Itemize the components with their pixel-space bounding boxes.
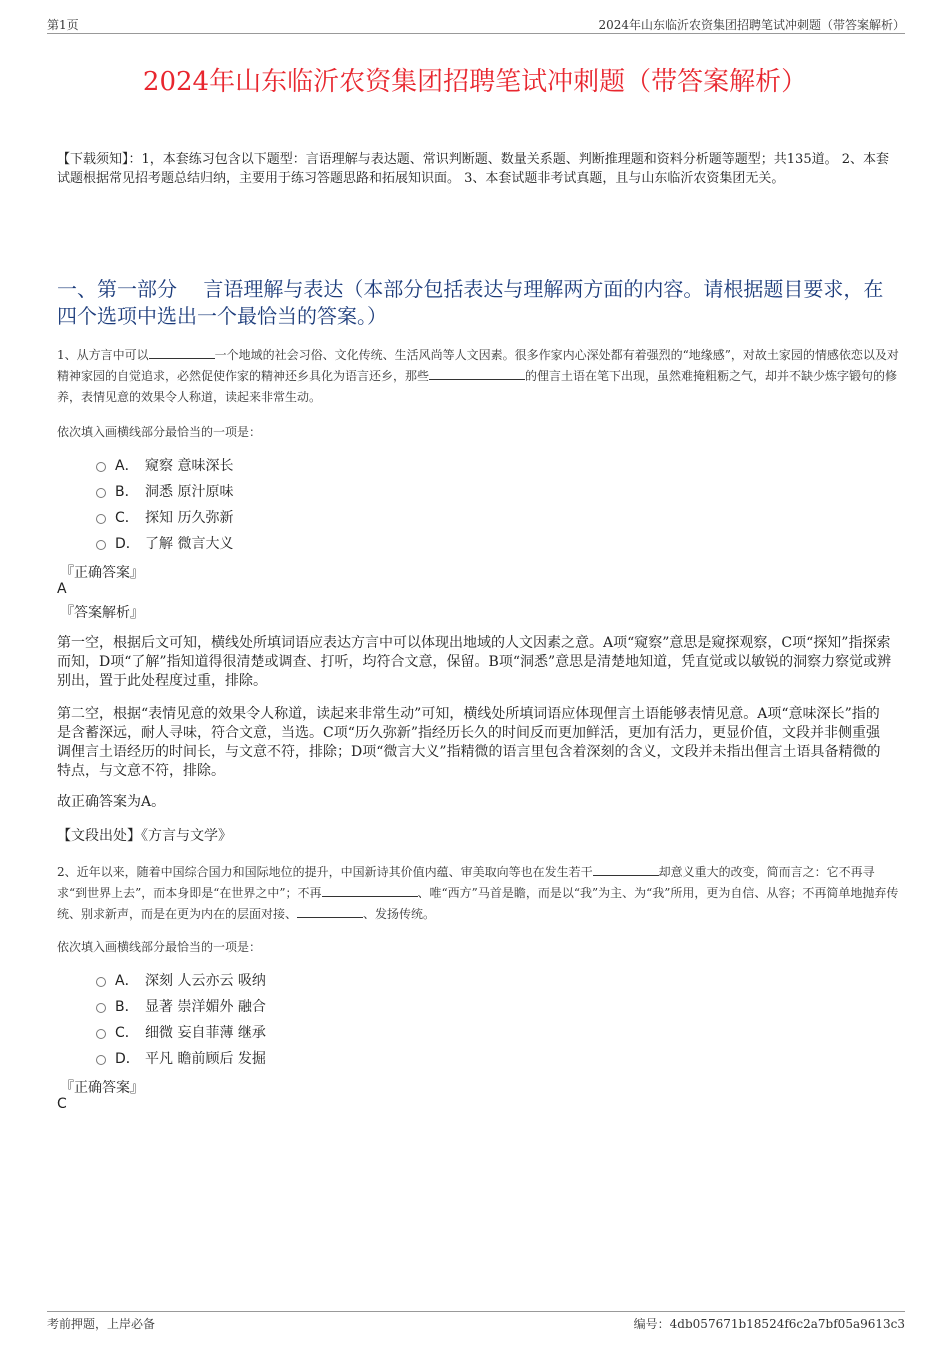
question-2-options: [96, 967, 266, 1071]
question-1-analysis-label: 『答案解析』: [60, 605, 144, 621]
radio-icon[interactable]: [96, 462, 106, 472]
footer-slogan: 考前押题，上岸必备: [47, 1317, 156, 1331]
header-doc-title: 2024年山东临沂农资集团招聘笔试冲刺题（带答案解析）: [598, 18, 905, 32]
download-notice: 【下载须知】：1，本套练习包含以下题型：言语理解与表达题、常识判断题、数量关系题、判断推理题和资料分析题等题型；共135道。 2、本套试题根据常见招考题总结归纳，主要用于练习答题思路和拓展知识面。 3、本套试题非考试真题，且与山东临沂农资集团无关。: [57, 152, 889, 186]
question-2-option-b[interactable]: B． 显著 崇洋媚外 融合: [96, 993, 266, 1019]
question-1-blank-2: [429, 367, 525, 380]
question-1-analysis-1: 第一空，根据后文可知，横线处所填词语应表达方言中可以体现出地域的人文因素之意。A项“窥察”意思是窥探观察，C项“探知”指探索而知，D项“了解”指知道得很清楚或调查、打听，均符合文意，保留。B项“洞悉”意思是清楚地知道，凭直觉或以敏锐的洞察力察觉或辨别出，置于此处程度过重，排除。: [57, 635, 892, 689]
question-2-text-part4: 、发扬传统。: [363, 907, 436, 921]
document-title: 2024年山东临沂农资集团招聘笔试冲刺题（带答案解析）: [142, 67, 808, 98]
question-1-options: [96, 452, 233, 556]
question-1-option-b[interactable]: B． 洞悉 原汁原味: [96, 478, 233, 504]
radio-icon[interactable]: [96, 514, 106, 524]
question-1-option-a[interactable]: A． 窥察 意味深长: [96, 452, 233, 478]
question-1-text-part1: 1、从方言中可以: [57, 348, 149, 362]
question-1-prompt: 依次填入画横线部分最恰当的一项是：: [57, 425, 262, 439]
question-1-answer-label: 『正确答案』: [60, 565, 144, 581]
question-1-text-part2: 一个地域的社会习俗、文化传统、生活风尚等人文因素。很多作家内心深处都有着强烈的“地缘感”，对故土家园的情感依恋以及对精神家园的自觉追求，必然促使作家的精神还乡具化为语言还乡，那些: [57, 348, 899, 383]
question-1-text-part3: 的俚言土语在笔下出现，虽然难掩粗粝之气，却并不缺少炼字锻句的修养，表情见意的效果令人称道，读起来非常生动。: [57, 369, 898, 404]
question-2-prompt: 依次填入画横线部分最恰当的一项是：: [57, 940, 262, 954]
question-2-text-part1: 2、近年以来，随着中国综合国力和国际地位的提升，中国新诗其价值内蕴、审美取向等也在发生若干: [57, 865, 593, 879]
radio-icon[interactable]: [96, 977, 106, 987]
question-2-option-d[interactable]: D． 平凡 瞻前顾后 发掘: [96, 1045, 266, 1071]
question-1-option-c[interactable]: C． 探知 历久弥新: [96, 504, 233, 530]
question-1-analysis-2: 第二空，根据“表情见意的效果令人称道，读起来非常生动”可知，横线处所填词语应体现俚言土语能够表情见意。A项“意味深长”指的是含蓄深远，耐人寻味，符合文意，当选。C项“历久弥新”指经历长久的时间反而更加鲜活，更加有活力，更显价值，文段并非侧重强调俚言土语经历的时间长，与文意不符，排除；D项“微言大义”指精微的语言里包含着深刻的含义，文段并未指出俚言土语具备精微的特点，与文意不符，排除。: [57, 706, 881, 779]
question-2-blank-2: [322, 884, 418, 897]
question-2-stem: [57, 862, 899, 925]
radio-icon[interactable]: [96, 540, 106, 550]
question-2-blank-1: [593, 863, 659, 876]
question-2-text-part3: 、唯“西方”马首是瞻，而是以“我”为主、为“我”所用，更为自信、从容；不再简单地抛弃传统、别求新声，而是在更为内在的层面对接、: [57, 886, 899, 921]
page-footer: [47, 1311, 905, 1332]
question-2-blank-3: [297, 905, 363, 918]
question-1-stem: [57, 345, 899, 408]
question-1-conclusion: 故正确答案为A。: [57, 794, 166, 810]
question-1-option-d[interactable]: D． 了解 微言大义: [96, 530, 233, 556]
question-1-answer: A: [57, 581, 67, 597]
radio-icon[interactable]: [96, 1029, 106, 1039]
question-1-blank-1: [149, 346, 215, 359]
question-1-source: 【文段出处】《方言与文学》: [57, 828, 232, 844]
radio-icon[interactable]: [96, 488, 106, 498]
page-header: [47, 15, 905, 34]
section-heading: 一、第一部分 言语理解与表达（本部分包括表达与理解两方面的内容。请根据题目要求，在四个选项中选出一个最恰当的答案。）: [57, 277, 884, 328]
question-2-answer-label: 『正确答案』: [60, 1080, 144, 1096]
question-2-answer: C: [57, 1096, 67, 1112]
page-number: 第1页: [47, 18, 79, 32]
radio-icon[interactable]: [96, 1003, 106, 1013]
question-2-option-c[interactable]: C． 细微 妄自菲薄 继承: [96, 1019, 266, 1045]
footer-serial: 编号：4db057671b18524f6c2a7bf05a9613c3: [633, 1317, 905, 1331]
question-2-option-a[interactable]: A． 深刻 人云亦云 吸纳: [96, 967, 266, 993]
radio-icon[interactable]: [96, 1055, 106, 1065]
question-2-text-part2: 却意义重大的改变，简而言之：它不再寻求“到世界上去”，而本身即是“在世界之中”；不再: [57, 865, 875, 900]
